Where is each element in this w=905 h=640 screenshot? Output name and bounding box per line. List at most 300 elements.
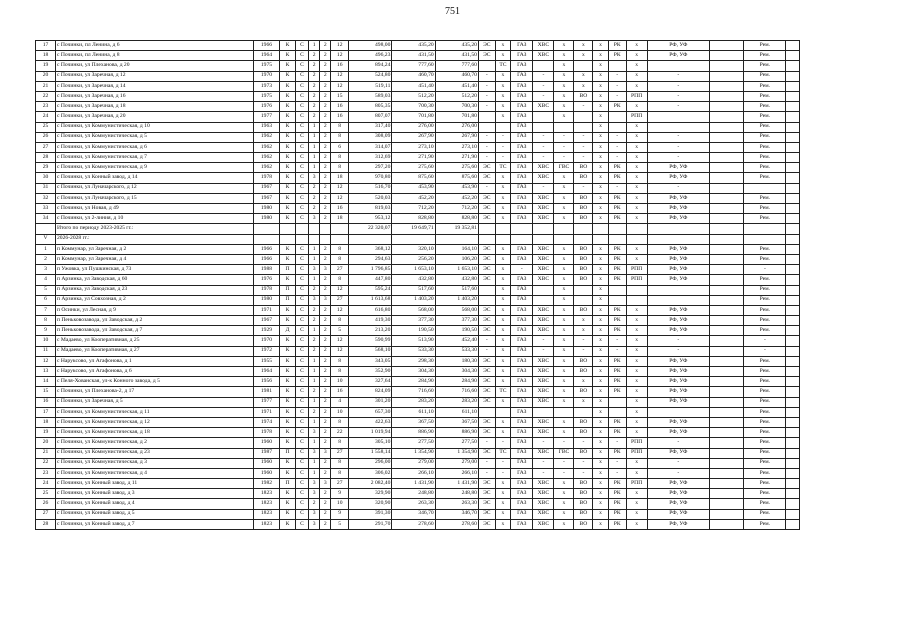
table-cell: 2: [320, 499, 331, 509]
table-cell: х: [593, 112, 609, 122]
table-cell: [495, 224, 511, 234]
table-cell: [786, 305, 800, 315]
table-cell: Рем.: [744, 254, 786, 264]
table-cell: ЭС: [478, 356, 495, 366]
table-cell: 329,90: [349, 489, 392, 499]
table-cell: -: [608, 153, 626, 163]
table-cell: х: [495, 305, 511, 315]
table-cell: 3: [320, 479, 331, 489]
table-cell: РК: [608, 316, 626, 326]
table-cell: [647, 234, 709, 244]
table-cell: [709, 479, 743, 489]
table-cell: 275,60: [435, 163, 478, 173]
table-cell: 516,70: [349, 183, 392, 193]
table-cell: х: [554, 265, 574, 275]
table-cell: С: [295, 163, 308, 173]
table-row: [36, 51, 800, 61]
table-cell: [709, 91, 743, 101]
table-cell: 2: [320, 112, 331, 122]
table-cell: 435,20: [392, 41, 435, 51]
table-cell: [786, 468, 800, 478]
table-cell: 21: [36, 448, 56, 458]
table-cell: ЭС: [478, 519, 495, 529]
table-cell: [533, 224, 554, 234]
table-cell: с Починки, ул 2-линия, д 10: [55, 214, 253, 224]
table-cell: ГАЗ: [511, 326, 533, 336]
table-cell: 2: [320, 173, 331, 183]
table-cell: [786, 519, 800, 529]
table-cell: с Починки, ул Новая, д 49: [55, 204, 253, 214]
table-cell: -: [478, 81, 495, 91]
table-cell: 377,30: [392, 316, 435, 326]
table-cell: х: [574, 397, 593, 407]
table-cell: 886,90: [435, 428, 478, 438]
table-cell: 2: [320, 458, 331, 468]
table-cell: 271,90: [392, 153, 435, 163]
table-cell: -: [495, 153, 511, 163]
table-cell: х: [593, 102, 609, 112]
table-cell: 875,60: [435, 173, 478, 183]
table-cell: РК: [608, 275, 626, 285]
table-cell: РФ, УФ: [647, 214, 709, 224]
table-cell: ВО: [574, 275, 593, 285]
table-cell: 2: [320, 367, 331, 377]
table-cell: -: [574, 132, 593, 142]
table-cell: 23: [36, 102, 56, 112]
table-cell: х: [593, 417, 609, 427]
table-cell: х: [495, 489, 511, 499]
table-cell: [709, 204, 743, 214]
table-cell: К: [280, 102, 296, 112]
table-cell: х: [554, 387, 574, 397]
table-row: [36, 499, 800, 509]
table-cell: 777,60: [392, 61, 435, 71]
table-cell: [709, 102, 743, 112]
table-cell: 11: [36, 346, 56, 356]
table-cell: К: [280, 377, 296, 387]
table-cell: -: [647, 153, 709, 163]
table-cell: х: [554, 275, 574, 285]
table-cell: 25: [36, 122, 56, 132]
table-cell: ВО: [574, 387, 593, 397]
table-cell: п Осинки, ул Лесная, д 9: [55, 305, 253, 315]
table-cell: 18: [36, 417, 56, 427]
table-cell: -: [478, 153, 495, 163]
table-cell: [786, 71, 800, 81]
table-cell: [786, 122, 800, 132]
table-cell: 12: [36, 356, 56, 366]
table-cell: 283,20: [392, 397, 435, 407]
table-cell: [709, 142, 743, 152]
table-cell: 777,60: [435, 61, 478, 71]
table-cell: ГАЗ: [511, 458, 533, 468]
table-cell: 1967: [253, 183, 280, 193]
table-cell: [786, 61, 800, 71]
table-cell: 267,90: [435, 132, 478, 142]
table-cell: 1962: [253, 163, 280, 173]
table-cell: -: [495, 132, 511, 142]
table-cell: [608, 234, 626, 244]
table-cell: -: [647, 336, 709, 346]
table-cell: 273,10: [392, 142, 435, 152]
table-cell: с Починки, ул Коммунистическая, д 11: [55, 407, 253, 417]
table-cell: К: [280, 438, 296, 448]
table-cell: х: [593, 81, 609, 91]
table-cell: 8: [331, 458, 349, 468]
table-cell: х: [554, 316, 574, 326]
table-cell: 2: [320, 316, 331, 326]
table-cell: х: [495, 51, 511, 61]
table-cell: [786, 489, 800, 499]
table-cell: К: [280, 132, 296, 142]
table-cell: -: [478, 102, 495, 112]
table-cell: х: [626, 326, 647, 336]
table-cell: 248,80: [435, 489, 478, 499]
table-cell: 10: [331, 407, 349, 417]
table-cell: [709, 397, 743, 407]
table-cell: 1971: [253, 407, 280, 417]
table-cell: х: [554, 346, 574, 356]
table-cell: [309, 224, 320, 234]
table-row: [36, 112, 800, 122]
table-cell: [280, 224, 296, 234]
table-cell: -: [533, 183, 554, 193]
table-cell: х: [554, 367, 574, 377]
table-cell: С: [295, 112, 308, 122]
table-row: [36, 367, 800, 377]
table-row: [36, 519, 800, 529]
table-cell: 1972: [253, 346, 280, 356]
table-cell: РК: [608, 356, 626, 366]
table-cell: [495, 122, 511, 132]
table-row: [36, 407, 800, 417]
table-cell: РФ, УФ: [647, 417, 709, 427]
table-cell: ГАЗ: [511, 204, 533, 214]
table-row: [36, 61, 800, 71]
table-cell: РФ, УФ: [647, 265, 709, 275]
table-cell: [709, 61, 743, 71]
table-cell: 2: [320, 305, 331, 315]
table-cell: с Починки, ул Конный завод, д 11: [55, 479, 253, 489]
table-cell: ВО: [574, 91, 593, 101]
table-cell: [709, 295, 743, 305]
table-cell: С: [295, 51, 308, 61]
table-cell: К: [280, 41, 296, 51]
table-cell: х: [626, 142, 647, 152]
table-cell: ЭС: [478, 428, 495, 438]
table-cell: [331, 224, 349, 234]
table-cell: [331, 234, 349, 244]
table-cell: х: [593, 438, 609, 448]
table-cell: 435,20: [435, 41, 478, 51]
table-row: [36, 81, 800, 91]
table-cell: -: [647, 183, 709, 193]
table-cell: -: [574, 468, 593, 478]
table-cell: -: [608, 132, 626, 142]
table-cell: с Починки, ул Коммунистическая, д 9: [55, 163, 253, 173]
table-cell: 498,00: [349, 41, 392, 51]
table-cell: [709, 509, 743, 519]
table-cell: РК: [608, 387, 626, 397]
table-cell: х: [593, 285, 609, 295]
table-cell: К: [280, 499, 296, 509]
table-cell: х: [554, 102, 574, 112]
table-cell: [608, 295, 626, 305]
table-cell: Рем.: [744, 112, 786, 122]
table-cell: х: [593, 51, 609, 61]
table-cell: 524,80: [349, 71, 392, 81]
table-cell: ГАЗ: [511, 356, 533, 366]
table-cell: с Починки, пл Ленина, д 6: [55, 41, 253, 51]
table-cell: [744, 183, 786, 193]
table-cell: 2: [320, 41, 331, 51]
table-cell: 431,50: [392, 51, 435, 61]
table-cell: 266,10: [435, 468, 478, 478]
table-cell: 447,80: [349, 275, 392, 285]
table-cell: ГАЗ: [511, 153, 533, 163]
table-cell: РК: [608, 193, 626, 203]
table-cell: ТС: [495, 448, 511, 458]
table-cell: [608, 61, 626, 71]
table-cell: х: [593, 142, 609, 152]
table-cell: ЭС: [478, 244, 495, 254]
table-cell: 2: [320, 122, 331, 132]
table-cell: [786, 51, 800, 61]
table-cell: ХВС: [533, 489, 554, 499]
table-cell: С: [295, 153, 308, 163]
table-cell: 431,50: [435, 51, 478, 61]
table-cell: С: [295, 193, 308, 203]
table-cell: С: [295, 204, 308, 214]
table-cell: 517,60: [435, 285, 478, 295]
table-cell: 24: [36, 479, 56, 489]
table-cell: 657,30: [349, 407, 392, 417]
table-cell: х: [626, 356, 647, 366]
table-cell: с Починки, ул Конный завод, д 5: [55, 509, 253, 519]
table-cell: п Коммунар, ул Заречная, д 2: [55, 244, 253, 254]
table-cell: 1 431,90: [435, 479, 478, 489]
table-cell: 1980: [253, 204, 280, 214]
table-cell: 1823: [253, 489, 280, 499]
table-cell: С: [295, 214, 308, 224]
table-cell: [626, 224, 647, 234]
table-cell: К: [280, 254, 296, 264]
table-row: [36, 387, 800, 397]
table-cell: РФ, УФ: [647, 51, 709, 61]
table-cell: [709, 254, 743, 264]
table-cell: [574, 234, 593, 244]
table-cell: К: [280, 519, 296, 529]
table-cell: -: [478, 346, 495, 356]
table-cell: [593, 224, 609, 234]
table-cell: [533, 407, 554, 417]
table-cell: РФ, УФ: [647, 499, 709, 509]
table-cell: п Арзинка, ул Совхозная, д 2: [55, 295, 253, 305]
table-cell: 6: [36, 295, 56, 305]
table-cell: К: [280, 387, 296, 397]
table-cell: Рем.: [744, 153, 786, 163]
table-cell: К: [280, 91, 296, 101]
table-cell: [744, 234, 786, 244]
table-cell: х: [593, 336, 609, 346]
table-row: [36, 346, 800, 356]
table-cell: с Починки, ул Конный завод, д 3: [55, 489, 253, 499]
table-cell: 1970: [253, 71, 280, 81]
table-cell: С: [295, 417, 308, 427]
table-cell: 496,23: [349, 51, 392, 61]
table-cell: РК: [608, 204, 626, 214]
table-cell: [786, 326, 800, 336]
table-cell: 17: [36, 407, 56, 417]
table-cell: х: [554, 254, 574, 264]
table-cell: п Арзинка, ул Заводская, д 60: [55, 275, 253, 285]
table-cell: -: [647, 438, 709, 448]
table-cell: ВО: [574, 489, 593, 499]
table-cell: х: [593, 214, 609, 224]
table-cell: Итого по периоду 2023-2025 гг.:: [55, 224, 253, 234]
table-cell: Рем.: [744, 214, 786, 224]
table-cell: К: [280, 356, 296, 366]
table-cell: 2: [320, 91, 331, 101]
table-cell: -: [647, 468, 709, 478]
table-cell: 517,60: [392, 285, 435, 295]
table-cell: 12: [331, 41, 349, 51]
table-cell: 30: [36, 173, 56, 183]
table-cell: 8: [331, 132, 349, 142]
table-cell: 1967: [253, 193, 280, 203]
table-cell: С: [295, 183, 308, 193]
table-cell: 2: [320, 356, 331, 366]
table-cell: 1 796,85: [349, 265, 392, 275]
table-cell: х: [574, 71, 593, 81]
table-cell: [786, 244, 800, 254]
table-cell: [320, 224, 331, 234]
table-cell: 1956: [253, 377, 280, 387]
table-cell: ГАЗ: [511, 254, 533, 264]
table-cell: С: [295, 367, 308, 377]
table-cell: [709, 305, 743, 315]
table-cell: [533, 285, 554, 295]
table-cell: -: [574, 142, 593, 152]
table-cell: ГАЗ: [511, 142, 533, 152]
table-cell: с Починки, ул Коммунистическая, д 12: [55, 417, 253, 427]
table-cell: -: [478, 468, 495, 478]
table-cell: [786, 112, 800, 122]
table-cell: ЭС: [478, 479, 495, 489]
table-cell: 23: [36, 468, 56, 478]
table-cell: 22: [36, 91, 56, 101]
table-cell: 533,30: [392, 346, 435, 356]
table-cell: 3: [320, 295, 331, 305]
table-cell: 28: [36, 519, 56, 529]
table-cell: ГАЗ: [511, 244, 533, 254]
table-cell: 1962: [253, 153, 280, 163]
table-cell: К: [280, 193, 296, 203]
table-cell: 301,20: [349, 397, 392, 407]
table-cell: ВО: [574, 193, 593, 203]
table-cell: 1: [309, 356, 320, 366]
table-cell: [574, 285, 593, 295]
table-cell: ХВС: [533, 519, 554, 529]
table-cell: 284,90: [392, 377, 435, 387]
table-cell: х: [554, 377, 574, 387]
table-cell: х: [593, 122, 609, 132]
table-cell: 12: [331, 71, 349, 81]
table-cell: -: [495, 458, 511, 468]
table-cell: С: [295, 173, 308, 183]
table-cell: С: [295, 305, 308, 315]
table-cell: 27: [331, 265, 349, 275]
table-cell: 886,90: [392, 428, 435, 438]
table-cell: [786, 163, 800, 173]
table-cell: х: [495, 499, 511, 509]
table-cell: 2: [320, 61, 331, 71]
table-cell: с Починки, ул Коммунистическая, д 2: [55, 438, 253, 448]
table-cell: 422,63: [349, 417, 392, 427]
table-cell: [647, 285, 709, 295]
table-cell: х: [495, 316, 511, 326]
table-cell: [533, 234, 554, 244]
table-cell: 533,30: [435, 346, 478, 356]
table-cell: 2: [320, 204, 331, 214]
table-cell: ГАЗ: [511, 41, 533, 51]
table-cell: [709, 417, 743, 427]
table-cell: 12: [331, 193, 349, 203]
table-cell: ГАЗ: [511, 438, 533, 448]
table-cell: х: [593, 316, 609, 326]
table-cell: С: [295, 102, 308, 112]
table-cell: -: [554, 153, 574, 163]
table-cell: 2: [309, 305, 320, 315]
table-cell: РК: [608, 305, 626, 315]
table-cell: [647, 224, 709, 234]
table-cell: 2: [320, 102, 331, 112]
table-cell: 1966: [253, 244, 280, 254]
table-cell: 8: [331, 438, 349, 448]
table-cell: 520,03: [349, 193, 392, 203]
table-cell: 27: [331, 295, 349, 305]
table-cell: С: [295, 265, 308, 275]
table-cell: ХВС: [533, 499, 554, 509]
table-cell: п Арзинка, ул Заводская, д 23: [55, 285, 253, 295]
table-cell: х: [495, 417, 511, 427]
table-row: [36, 265, 800, 275]
table-cell: [309, 234, 320, 244]
table-cell: 595,24: [349, 285, 392, 295]
table-cell: с Починки, пл Ленина, д 8: [55, 51, 253, 61]
table-cell: 1929: [253, 326, 280, 336]
table-row: [36, 295, 800, 305]
table-cell: ЭС: [478, 265, 495, 275]
table-cell: 2: [320, 153, 331, 163]
table-cell: -: [647, 458, 709, 468]
table-cell: 3: [309, 509, 320, 519]
table-cell: 568,10: [349, 346, 392, 356]
table-cell: РК: [608, 428, 626, 438]
table-cell: 4: [331, 397, 349, 407]
table-cell: х: [626, 428, 647, 438]
table-cell: 1987: [253, 448, 280, 458]
table-cell: ВО: [574, 214, 593, 224]
table-cell: [574, 112, 593, 122]
table-cell: 8: [331, 122, 349, 132]
table-cell: 5: [331, 326, 349, 336]
table-cell: 2: [320, 336, 331, 346]
table-cell: [253, 234, 280, 244]
table-cell: 294,63: [349, 254, 392, 264]
table-cell: х: [593, 244, 609, 254]
table-cell: Рем.: [744, 417, 786, 427]
